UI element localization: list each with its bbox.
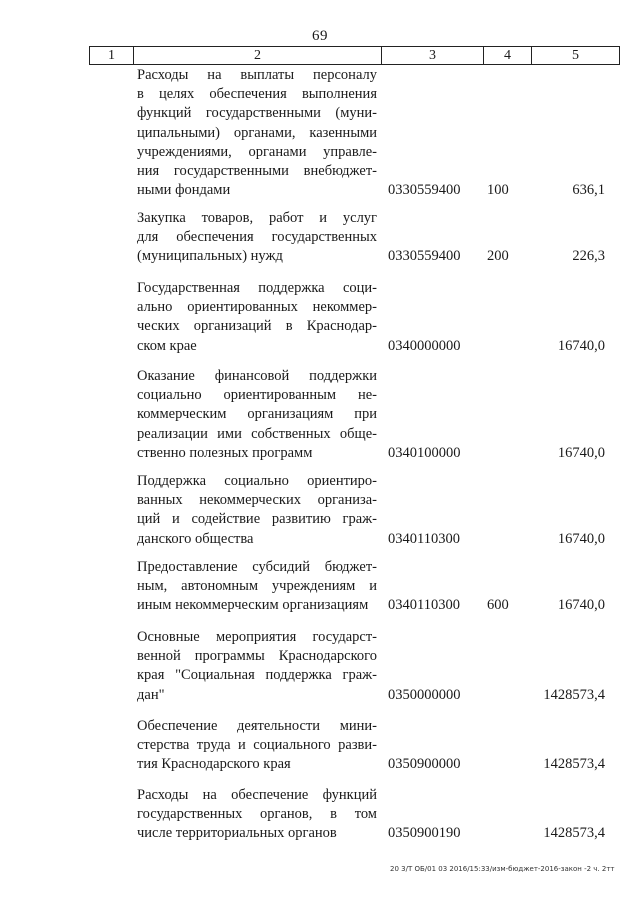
amount-value: 1428573,4 xyxy=(543,686,605,703)
target-article-code: 0350900000 xyxy=(388,756,461,773)
description-line: ным, автономным учреждениям и xyxy=(137,578,377,595)
row-description xyxy=(137,209,377,267)
description-line: Оказание финансовой поддержки xyxy=(137,368,377,384)
amount-value: 1428573,4 xyxy=(543,825,605,842)
row-description xyxy=(137,717,377,775)
row-description xyxy=(137,367,377,463)
row-description xyxy=(137,279,377,356)
row-description xyxy=(137,558,377,616)
expense-type-code: 600 xyxy=(487,597,509,614)
target-article-code: 0340100000 xyxy=(388,444,461,461)
description-line: Расходы на обеспечение функций xyxy=(137,787,377,803)
description-line: стерства труда и социального разви- xyxy=(137,737,377,754)
amount-value: 16740,0 xyxy=(557,597,605,614)
description-line: иным некоммерческим организациям xyxy=(137,597,369,614)
column-header-4: 4 xyxy=(483,47,531,64)
amount-value: 226,3 xyxy=(572,248,605,265)
description-line: края "Социальная поддержка граж- xyxy=(137,667,377,684)
description-line: Расходы на выплаты персоналу xyxy=(137,67,377,83)
description-line: ванных некоммерческих организа- xyxy=(137,492,377,509)
target-article-code: 0340110300 xyxy=(388,597,460,614)
amount-value: 1428573,4 xyxy=(543,756,605,773)
target-article-code: 0330559400 xyxy=(388,182,461,199)
amount-value: 16740,0 xyxy=(557,444,605,461)
description-line: дан" xyxy=(137,686,165,703)
description-line: Предоставление субсидий бюджет- xyxy=(137,559,377,575)
description-line: государственных органов, в том xyxy=(137,806,377,823)
footer-file-stamp: 20 3/Т ОБ/01 03 2016/15:33/изм-бюджет-2016-закон -2 ч. 2тт xyxy=(390,865,615,873)
description-line: числе территориальных органов xyxy=(137,825,337,842)
expense-type-code: 200 xyxy=(487,248,509,265)
description-line: Поддержка социально ориентиро- xyxy=(137,473,377,489)
page-number: 69 xyxy=(312,28,328,44)
description-line: функций государственными (муни- xyxy=(137,105,377,122)
amount-value: 16740,0 xyxy=(557,530,605,547)
description-line: (муниципальных) нужд xyxy=(137,248,283,265)
target-article-code: 0350900190 xyxy=(388,825,461,842)
description-line: учреждениями, органами управле- xyxy=(137,143,377,160)
expense-type-code: 100 xyxy=(487,182,509,199)
description-line: ципальными) органами, казенными xyxy=(137,124,377,141)
target-article-code: 0340110300 xyxy=(388,530,460,547)
description-line: ально ориентированных некоммер- xyxy=(137,299,377,316)
row-description xyxy=(137,66,377,200)
column-header-1: 1 xyxy=(89,47,133,64)
description-line: коммерческим организациям при xyxy=(137,406,377,423)
target-article-code: 0350000000 xyxy=(388,686,461,703)
description-line: ными фондами xyxy=(137,182,231,199)
row-description xyxy=(137,786,377,844)
table-header xyxy=(89,46,620,65)
description-line: реализации ими собственных обще- xyxy=(137,425,377,442)
amount-value: 636,1 xyxy=(572,182,605,199)
column-header-5: 5 xyxy=(531,47,620,64)
description-line: венной программы Краснодарского xyxy=(137,648,377,665)
row-description xyxy=(137,472,377,549)
description-line: данского общества xyxy=(137,530,254,547)
column-header-3: 3 xyxy=(381,47,483,64)
description-line: ческих организаций в Краснодар- xyxy=(137,318,377,335)
description-line: Основные мероприятия государст- xyxy=(137,629,377,645)
description-line: тия Краснодарского края xyxy=(137,756,291,773)
amount-value: 16740,0 xyxy=(557,337,605,354)
description-line: ственно полезных программ xyxy=(137,444,313,461)
description-line: для обеспечения государственных xyxy=(137,229,377,246)
description-line: ций и содействие развитию граж- xyxy=(137,511,377,528)
description-line: ском крае xyxy=(137,337,197,354)
description-line: Закупка товаров, работ и услуг xyxy=(137,210,377,226)
target-article-code: 0330559400 xyxy=(388,248,461,265)
description-line: Обеспечение деятельности мини- xyxy=(137,718,377,734)
target-article-code: 0340000000 xyxy=(388,337,461,354)
description-line: социально ориентированным не- xyxy=(137,387,377,404)
column-header-2: 2 xyxy=(133,47,381,64)
description-line: ния государственными внебюджет- xyxy=(137,162,377,179)
description-line: Государственная поддержка соци- xyxy=(137,280,377,296)
row-description xyxy=(137,628,377,705)
description-line: в целях обеспечения выполнения xyxy=(137,86,377,103)
